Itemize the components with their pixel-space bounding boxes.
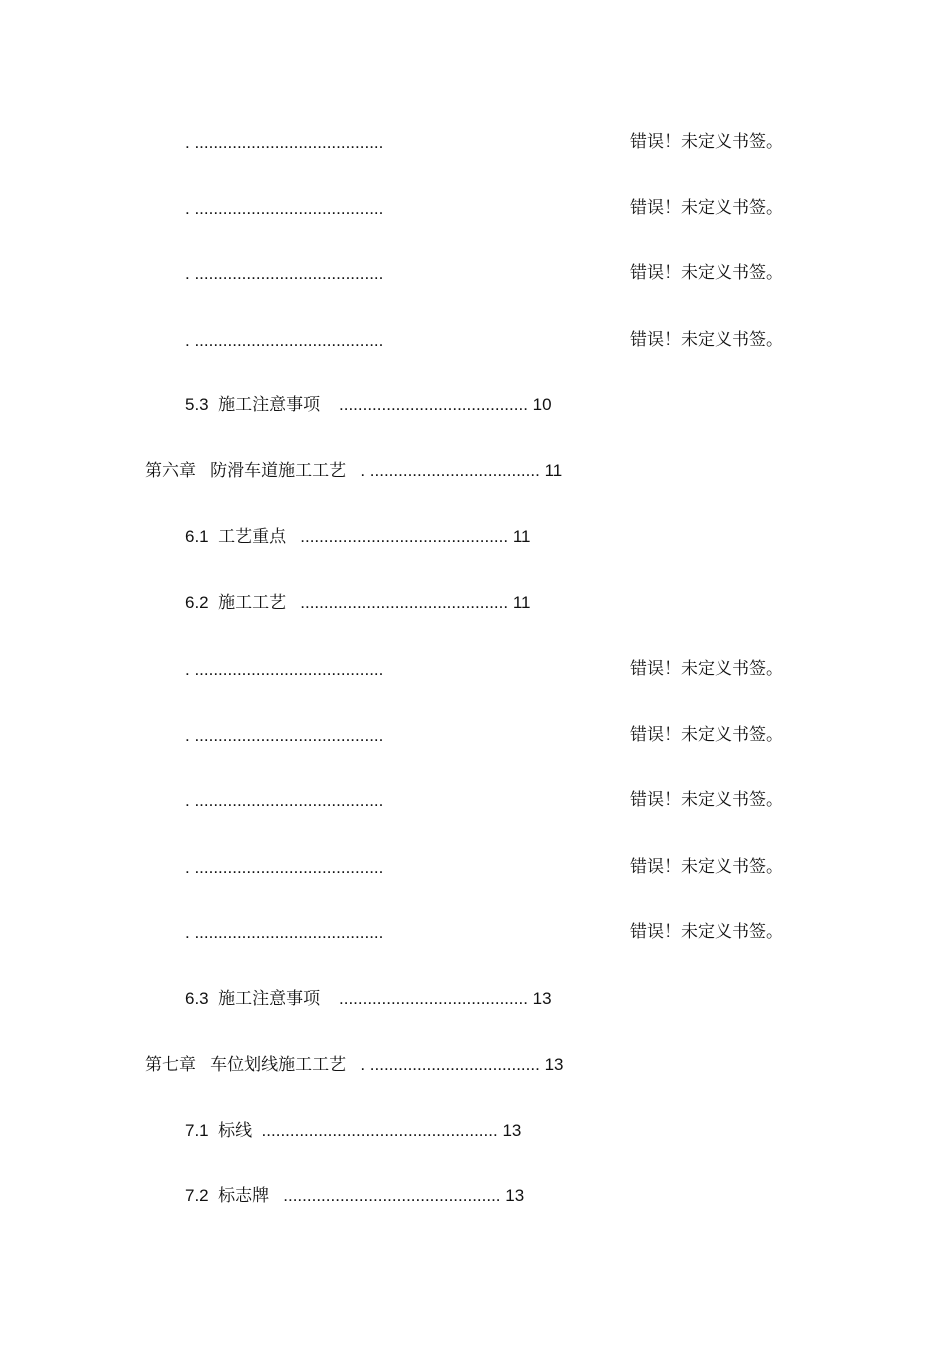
toc-entry-error[interactable] [185,922,383,944]
toc-error-text: 错误！未定义书签。 [630,922,783,942]
section-title: 施工注意事项 [218,989,321,1009]
toc-leader: . ........................................ [185,199,384,218]
toc-entry-error[interactable] [185,263,383,285]
toc-entry-chapter[interactable] [145,460,562,482]
section-title: 施工工艺 [218,593,287,613]
toc-leader: . ........................................ [185,726,384,745]
section-number: 7.2 [185,1186,209,1205]
section-number: 6.2 [185,593,209,612]
toc-entry-error[interactable] [185,132,383,154]
toc-entry-section[interactable] [185,394,552,416]
toc-entry-error[interactable] [185,857,383,879]
toc-leader: ........................................ [339,395,528,414]
toc-error-text: 错误！未定义书签。 [630,725,783,745]
toc-leader: .............................................. [283,1186,501,1205]
chapter-title: 车位划线施工工艺 [210,1055,347,1075]
toc-entry-error[interactable] [185,725,383,747]
chapter-number: 第七章 [145,1055,196,1075]
toc-error-text: 错误！未定义书签。 [630,263,783,283]
toc-entry-error[interactable] [185,330,383,352]
section-title: 施工注意事项 [218,395,321,415]
toc-error-text: 错误！未定义书签。 [630,132,783,152]
toc-leader: ............................................ [300,593,509,612]
toc-leader: ........................................ [339,989,528,1008]
section-number: 6.1 [185,527,209,546]
toc-entry-error[interactable] [185,659,383,681]
toc-leader: . ........................................ [185,264,384,283]
page-number: 11 [512,593,531,612]
toc-entry-section[interactable] [185,1185,524,1207]
page-number: 11 [544,461,563,480]
page-number: 13 [502,1121,522,1140]
toc-leader: ............................................ [300,527,509,546]
toc-leader: . .................................... [360,461,540,480]
toc-entry-section[interactable] [185,526,530,548]
toc-entry-error[interactable] [185,790,383,812]
page-number: 11 [512,527,531,546]
toc-leader: . ........................................ [185,923,384,942]
section-number: 6.3 [185,989,209,1008]
page-number: 13 [532,989,552,1008]
section-title: 标志牌 [218,1186,270,1206]
toc-error-text: 错误！未定义书签。 [630,198,783,218]
page-number: 13 [544,1055,564,1074]
toc-leader: . ........................................ [185,331,384,350]
toc-leader: . .................................... [360,1055,540,1074]
section-number: 7.1 [185,1121,209,1140]
chapter-title: 防滑车道施工工艺 [210,461,347,481]
toc-leader: . ........................................ [185,660,384,679]
toc-error-text: 错误！未定义书签。 [630,857,783,877]
chapter-number: 第六章 [145,461,196,481]
toc-leader: . ........................................ [185,791,384,810]
page-number: 13 [505,1186,525,1205]
toc-entry-chapter[interactable] [145,1054,563,1076]
toc-leader: . ........................................ [185,858,384,877]
toc-entry-section[interactable] [185,988,552,1010]
toc-error-text: 错误！未定义书签。 [630,790,783,810]
section-number: 5.3 [185,395,209,414]
toc-entry-error[interactable] [185,198,383,220]
toc-leader: . ........................................ [185,133,384,152]
page-number: 10 [532,395,552,414]
section-title: 标线 [218,1121,253,1141]
toc-leader: .................................................. [261,1121,498,1140]
toc-error-text: 错误！未定义书签。 [630,330,783,350]
toc-entry-section[interactable] [185,1120,521,1142]
section-title: 工艺重点 [218,527,287,547]
toc-entry-section[interactable] [185,592,530,614]
toc-error-text: 错误！未定义书签。 [630,659,783,679]
